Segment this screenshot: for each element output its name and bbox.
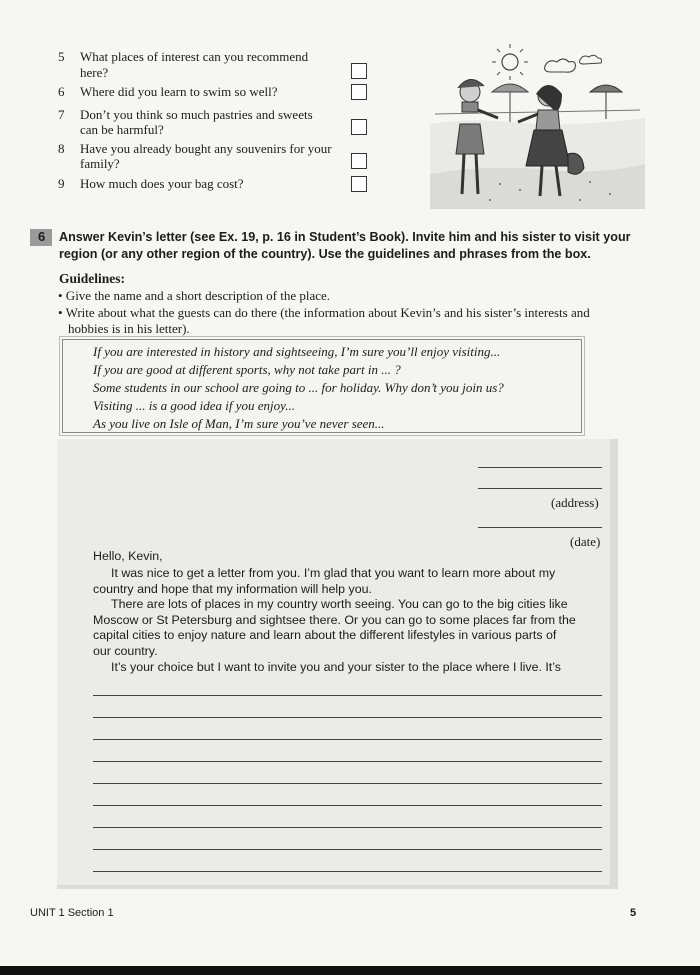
writing-line[interactable] [93,761,602,762]
exercise-number: 6 [38,229,46,244]
question-number: 7 [58,107,65,122]
phrase-line: Some students in our school are going to ... for holiday. Why don’t you join us? [93,380,504,395]
guideline-item: • Write about what the guests can do there (the information about Kevin’s and his sister’s interests and [58,305,590,320]
guideline-item-continuation: hobbies is in his letter). [68,321,190,336]
question-text-line: Have you already bought any souvenirs for your [80,141,332,156]
footer-unit-label: UNIT 1 Section 1 [30,907,114,919]
date-label: (date) [570,534,601,549]
writing-line[interactable] [93,827,602,828]
address-line[interactable] [478,488,602,489]
guidelines-list [58,288,658,337]
writing-line[interactable] [93,849,602,850]
page-number: 5 [630,907,637,919]
date-line[interactable] [478,527,602,528]
paragraph-line: It’s your choice but I want to invite you and your sister to the place where I live. It’s [111,659,561,674]
question-text-line: Don’t you think so much pastries and sweets [80,107,313,122]
question-text-line: here? [80,65,109,80]
paragraph-line: capital cities to enjoy nature and learn about the different lifestyles in various parts of [93,628,557,643]
writing-line[interactable] [93,695,602,696]
writing-line[interactable] [93,739,602,740]
question-number: 5 [58,49,65,64]
paragraph-line: our country. [93,643,158,658]
answer-checkbox[interactable] [351,84,367,100]
writing-line[interactable] [93,871,602,872]
question-text-line: family? [80,156,120,171]
address-label: (address) [551,495,599,510]
writing-line[interactable] [93,805,602,806]
phrase-line: If you are interested in history and sightseeing, I’m sure you’ll enjoy visiting... [93,344,501,359]
letter-body [93,566,613,675]
paragraph-line: There are lots of places in my country worth seeing. You can go to the big cities like [111,597,568,612]
phrase-line: Visiting ... is a good idea if you enjoy... [93,398,295,413]
paragraph-line: It was nice to get a letter from you. I’m glad that you want to learn more about my [111,566,556,580]
phrase-line: If you are good at different sports, why not take part in ... ? [93,362,401,377]
beach-illustration [430,44,645,209]
address-line[interactable] [478,467,602,468]
question-text-line: can be harmful? [80,122,164,137]
answer-checkbox[interactable] [351,176,367,192]
question-text-line: How much does your bag cost? [80,176,244,191]
question-number: 6 [58,84,65,99]
paragraph-line: Moscow or St Petersburg and sightsee there. Or you can go to some places far from the [93,612,576,627]
answer-checkbox[interactable] [351,153,367,169]
bottom-edge-bar [0,966,700,975]
instruction-line: Answer Kevin’s letter (see Ex. 19, p. 16 in Student’s Book). Invite him and his sister to visit your [59,230,631,244]
writing-line[interactable] [93,783,602,784]
exercise-instruction [59,229,679,263]
writing-line[interactable] [93,717,602,718]
paragraph-line: country and hope that my information will help you. [93,581,372,596]
phrases-box [62,339,582,433]
instruction-line: region (or any other region of the country). Use the guidelines and phrases from the box. [59,247,591,261]
phrase-line: As you live on Isle of Man, I’m sure you’ve never seen... [93,416,385,431]
guidelines-title: Guidelines: [59,271,126,286]
question-text-line: Where did you learn to swim so well? [80,84,278,99]
answer-checkbox[interactable] [351,63,367,79]
guideline-item: • Give the name and a short description of the place. [58,288,331,303]
answer-checkbox[interactable] [351,119,367,135]
question-number: 8 [58,141,65,156]
question-text-line: What places of interest can you recommend [80,49,309,64]
letter-greeting: Hello, Kevin, [93,549,163,563]
question-number: 9 [58,176,65,191]
